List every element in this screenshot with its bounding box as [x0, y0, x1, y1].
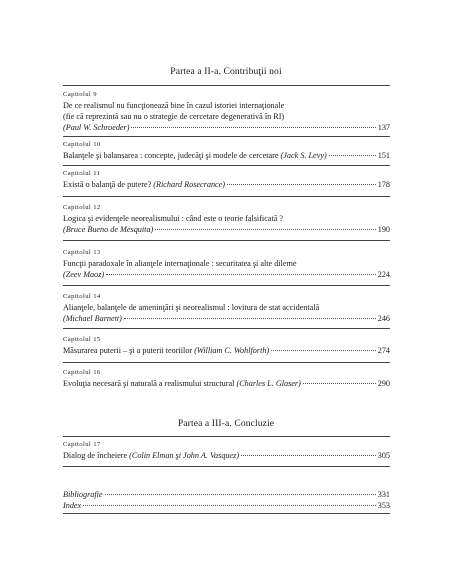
page-number: 305 — [377, 451, 390, 460]
separator-rule — [63, 328, 390, 329]
index-entry[interactable] — [63, 500, 390, 511]
separator-rule — [63, 240, 390, 241]
chapter-title: Balanţele şi balansarea : concepte, judecăţi şi modele de cercetare — [63, 151, 279, 160]
chapter-author: (Charles L. Glaser) — [236, 379, 301, 388]
separator-rule — [63, 362, 390, 363]
leader-dots — [329, 155, 376, 156]
chapter-label: Capitolul 17 — [63, 441, 101, 448]
separator-rule — [63, 466, 390, 467]
index-label: Index — [63, 501, 82, 510]
page-number: 224 — [377, 270, 390, 279]
chapter-17-entry[interactable] — [63, 440, 390, 461]
leader-dots — [227, 184, 376, 185]
chapter-10-entry[interactable] — [63, 140, 390, 161]
chapter-16-entry[interactable] — [63, 368, 390, 389]
chapter-label: Capitolul 13 — [63, 249, 101, 256]
page-number: 246 — [377, 314, 390, 323]
index-line — [63, 500, 390, 511]
chapter-author-line — [63, 313, 390, 324]
chapter-label: Capitolul 12 — [63, 204, 101, 211]
chapter-title-line — [63, 179, 390, 190]
bottom-rule — [63, 513, 390, 514]
leader-dots — [131, 127, 375, 128]
part-3-rule — [63, 436, 390, 437]
separator-rule — [63, 196, 390, 197]
page-number: 151 — [377, 151, 390, 160]
chapter-title-line: Alianţele, balanţele de ameninţări şi neorealismul : lovitura de stat accidentală — [63, 303, 320, 312]
chapter-13-entry[interactable] — [63, 248, 390, 280]
chapter-author: (Michael Barnett) — [63, 314, 122, 323]
chapter-15-entry[interactable] — [63, 335, 390, 356]
part-2-rule — [63, 85, 390, 86]
leader-dots — [241, 455, 376, 456]
chapter-author-line — [63, 269, 390, 280]
chapter-label: Capitolul 15 — [63, 336, 101, 343]
chapter-title: Dialog de încheiere — [63, 451, 128, 460]
chapter-11-entry[interactable] — [63, 169, 390, 190]
leader-dots — [124, 318, 376, 319]
chapter-9-entry[interactable] — [63, 90, 390, 133]
leader-dots — [106, 274, 376, 275]
chapter-title: Evoluţia necesară şi naturală a realismului structural — [63, 379, 235, 388]
chapter-title-line: (fie că reprezintă sau nu o strategie de cercetare degenerativă în RI) — [63, 112, 285, 121]
chapter-title-line: De ce realismul nu funcţionează bine în cazul istoriei internaţionale — [63, 101, 285, 110]
page-number: 353 — [377, 501, 390, 510]
chapter-title-line — [63, 450, 390, 461]
chapter-author: (Richard Rosecrance) — [153, 180, 226, 189]
bibliography-entry[interactable] — [63, 489, 390, 500]
leader-dots — [155, 229, 375, 230]
chapter-label: Capitolul 14 — [63, 293, 101, 300]
page-number: 190 — [377, 225, 390, 234]
chapter-author: (Paul W. Schroeder) — [63, 123, 130, 132]
chapter-author: (Bruce Bueno de Mesquita) — [63, 225, 154, 234]
page-number: 290 — [377, 379, 390, 388]
leader-dots — [271, 350, 376, 351]
chapter-author: (Jack S. Levy) — [280, 151, 327, 160]
chapter-author-line — [63, 122, 390, 133]
bibliography-label: Bibliografie — [63, 490, 103, 499]
chapter-title-line — [63, 345, 390, 356]
chapter-author: (William C. Wohlforth) — [194, 346, 270, 355]
separator-rule — [63, 165, 390, 166]
page-number: 137 — [377, 123, 390, 132]
chapter-title-line — [63, 150, 390, 161]
leader-dots — [303, 383, 376, 384]
chapter-title-line: Logica şi evidenţele neorealismului : când este o teorie falsificată ? — [63, 214, 284, 223]
chapter-author-line — [63, 224, 390, 235]
chapter-title: Există o balanţă de putere? — [63, 180, 152, 189]
part-2-title: Partea a II-a. Contribuţii noi — [170, 66, 282, 77]
page-number: 331 — [377, 490, 390, 499]
chapter-label: Capitolul 11 — [63, 170, 101, 177]
chapter-label: Capitolul 10 — [63, 141, 101, 148]
leader-dots — [83, 505, 376, 506]
separator-rule — [63, 285, 390, 286]
chapter-label: Capitolul 16 — [63, 369, 101, 376]
chapter-14-entry[interactable] — [63, 292, 390, 324]
chapter-12-entry[interactable] — [63, 203, 390, 235]
leader-dots — [105, 494, 376, 495]
page-number: 178 — [377, 180, 390, 189]
page-number: 274 — [377, 346, 390, 355]
chapter-label: Capitolul 9 — [63, 91, 97, 98]
bibliography-line — [63, 489, 390, 500]
separator-rule — [63, 136, 390, 137]
chapter-author: (Colin Elman şi John A. Vasquez) — [129, 451, 240, 460]
chapter-author: (Zeev Maoz) — [63, 270, 105, 279]
chapter-title: Măsurarea puterii – şi a puterii teoriilor — [63, 346, 193, 355]
chapter-title-line — [63, 378, 390, 389]
chapter-title-line: Funcţii paradoxale în alianţele internaţionale : securitatea şi alte dileme — [63, 259, 297, 268]
part-3-title: Partea a III-a. Concluzie — [177, 418, 275, 429]
